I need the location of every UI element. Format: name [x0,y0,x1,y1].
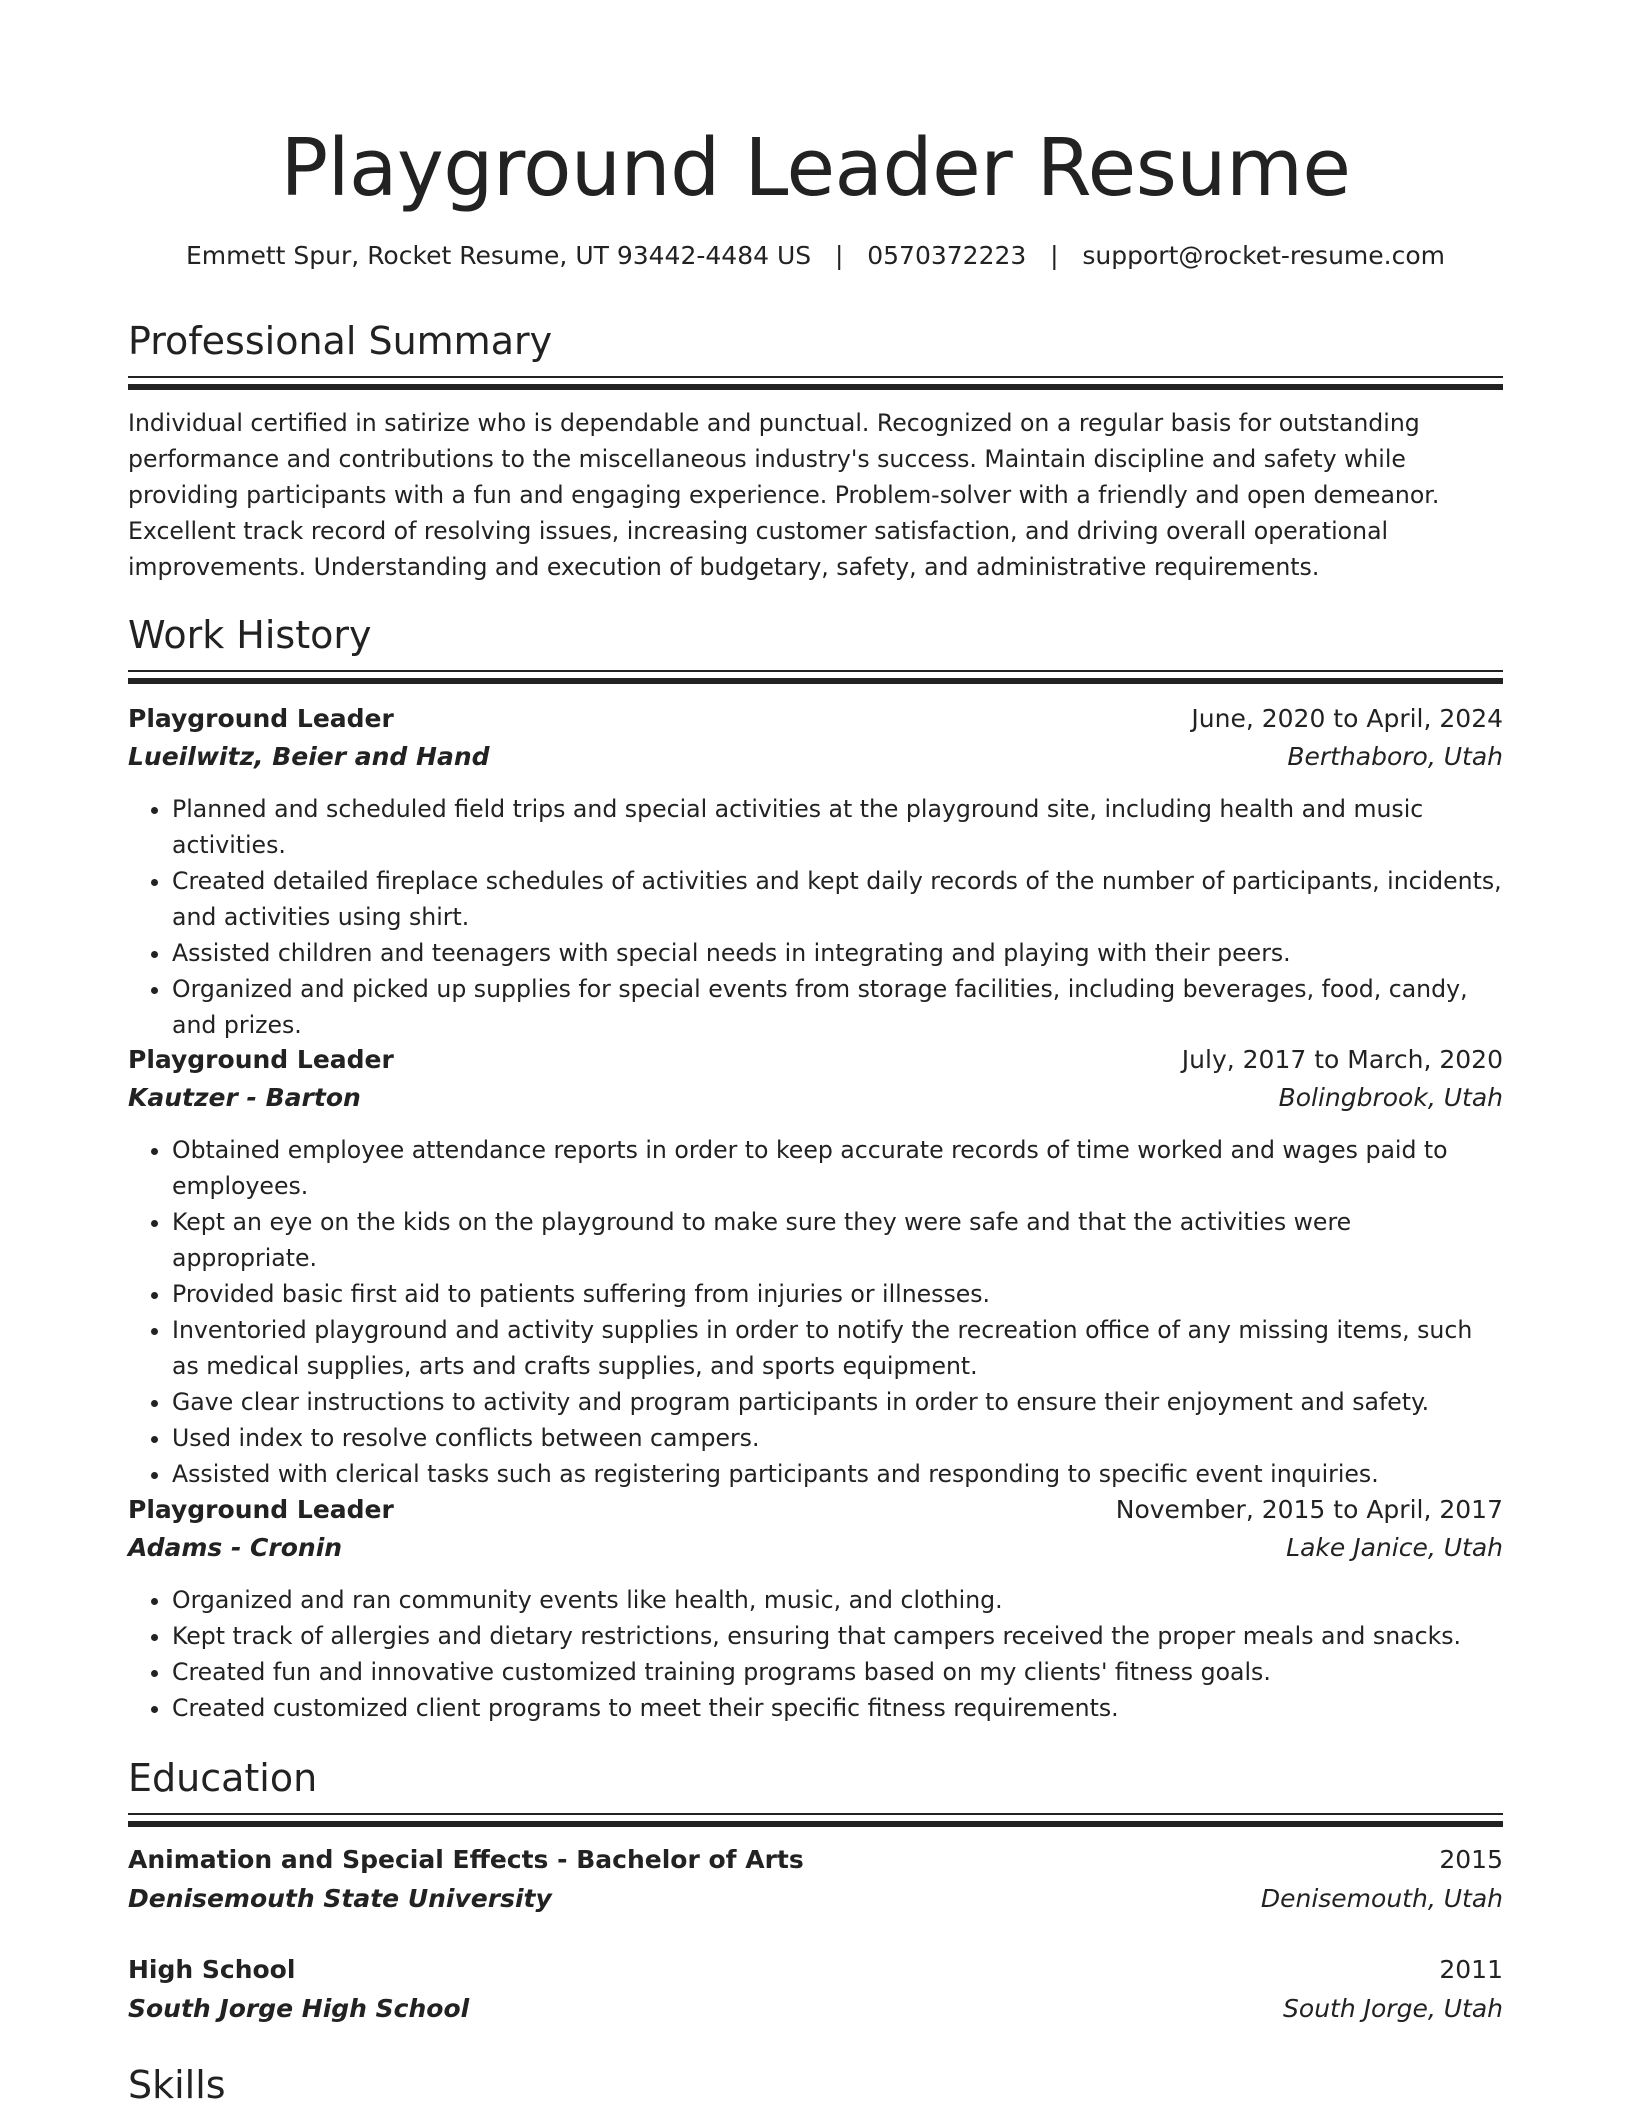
education-heading: Education [128,1756,318,1800]
graduation-year: 2015 [1439,1845,1503,1874]
list-item: • Used index to resolve conflicts between campers. [172,1420,1503,1456]
job-subheader [128,738,1503,776]
list-item: • Kept an eye on the kids on the playground to make sure they were safe and that the activities were appropriate. [172,1204,1503,1276]
school-location: South Jorge, Utah [1283,1994,1503,2023]
list-item: • Obtained employee attendance reports in order to keep accurate records of time worked and wages paid to employees. [172,1132,1503,1204]
list-item: • Created detailed fireplace schedules of activities and kept daily records of the number of participants, incidents, and activities using shirt. [172,863,1503,935]
list-item: • Gave clear instructions to activity and program participants in order to ensure their enjoyment and safety. [172,1384,1503,1420]
section-rule [128,376,1503,388]
contact-line: Emmett Spur, Rocket Resume, UT 93442-4484 US | 0570372223 | support@rocket-resume.com [186,241,1445,270]
job-subheader [128,1079,1503,1117]
job-location: Lake Janice, Utah [1286,1533,1503,1562]
job-title: Playground Leader [128,1045,394,1074]
summary-heading: Professional Summary [128,319,553,363]
list-item: • Kept track of allergies and dietary restrictions, ensuring that campers received the proper meals and snacks. [172,1618,1503,1654]
job-title: Playground Leader [128,704,394,733]
list-item: • Assisted children and teenagers with special needs in integrating and playing with their peers. [172,935,1503,971]
summary-text: Individual certified in satirize who is dependable and punctual. Recognized on a regular basis for outstanding performance and contributions to the miscellaneous industry's success. Maintain discipline and safety while providing participants with a fun and engaging experience. Problem-solver with a friendly and open demeanor. Excellent track record of resolving issues, increasing customer satisfaction, and driving overall operational improvements. Understanding and execution of budgetary, safety, and administrative requirements. [128,409,1440,581]
list-item: • Created fun and innovative customized training programs based on my clients' fitness goals. [172,1654,1503,1690]
school-location: Denisemouth, Utah [1260,1884,1503,1913]
job-bullets [128,791,1503,1043]
job-location: Bolingbrook, Utah [1278,1083,1503,1112]
list-item: • Organized and picked up supplies for special events from storage facilities, including beverages, food, candy, and prizes. [172,971,1503,1043]
school-name: South Jorge High School [128,1994,470,2023]
job-subheader [128,1529,1503,1567]
list-item: • Provided basic first aid to patients suffering from injuries or illnesses. [172,1276,1503,1312]
job-company: Lueilwitz, Beier and Hand [128,742,490,771]
job-title: Playground Leader [128,1495,394,1524]
job-header [128,1491,1503,1529]
resume-title: Playground Leader Resume [280,122,1351,214]
list-item: • Inventoried playground and activity supplies in order to notify the recreation office of any missing items, such as medical supplies, arts and crafts supplies, and sports equipment. [172,1312,1503,1384]
job-company: Kautzer - Barton [128,1083,361,1112]
job-dates: November, 2015 to April, 2017 [1115,1495,1503,1524]
section-rule [128,670,1503,682]
job-bullets [128,1132,1503,1492]
job-dates: June, 2020 to April, 2024 [1191,704,1503,733]
graduation-year: 2011 [1439,1955,1503,1984]
job-bullets [128,1582,1503,1726]
job-header [128,700,1503,738]
education-subheader [128,1880,1503,1918]
degree: Animation and Special Effects - Bachelor of Arts [128,1845,804,1874]
skills-heading: Skills [128,2063,226,2107]
list-item: • Created customized client programs to meet their specific fitness requirements. [172,1690,1503,1726]
job-company: Adams - Cronin [128,1533,343,1562]
section-rule [128,1813,1503,1825]
school-name: Denisemouth State University [128,1884,552,1913]
education-header [128,1841,1503,1879]
degree: High School [128,1955,296,1984]
job-dates: July, 2017 to March, 2020 [1181,1045,1503,1074]
list-item: • Organized and ran community events like health, music, and clothing. [172,1582,1503,1618]
education-header [128,1951,1503,1989]
job-location: Berthaboro, Utah [1287,742,1503,771]
education-subheader [128,1990,1503,2028]
list-item: • Planned and scheduled field trips and special activities at the playground site, including health and music activities. [172,791,1503,863]
list-item: • Assisted with clerical tasks such as registering participants and responding to specific event inquiries. [172,1456,1503,1492]
work-history-heading: Work History [128,613,372,657]
job-header [128,1041,1503,1079]
